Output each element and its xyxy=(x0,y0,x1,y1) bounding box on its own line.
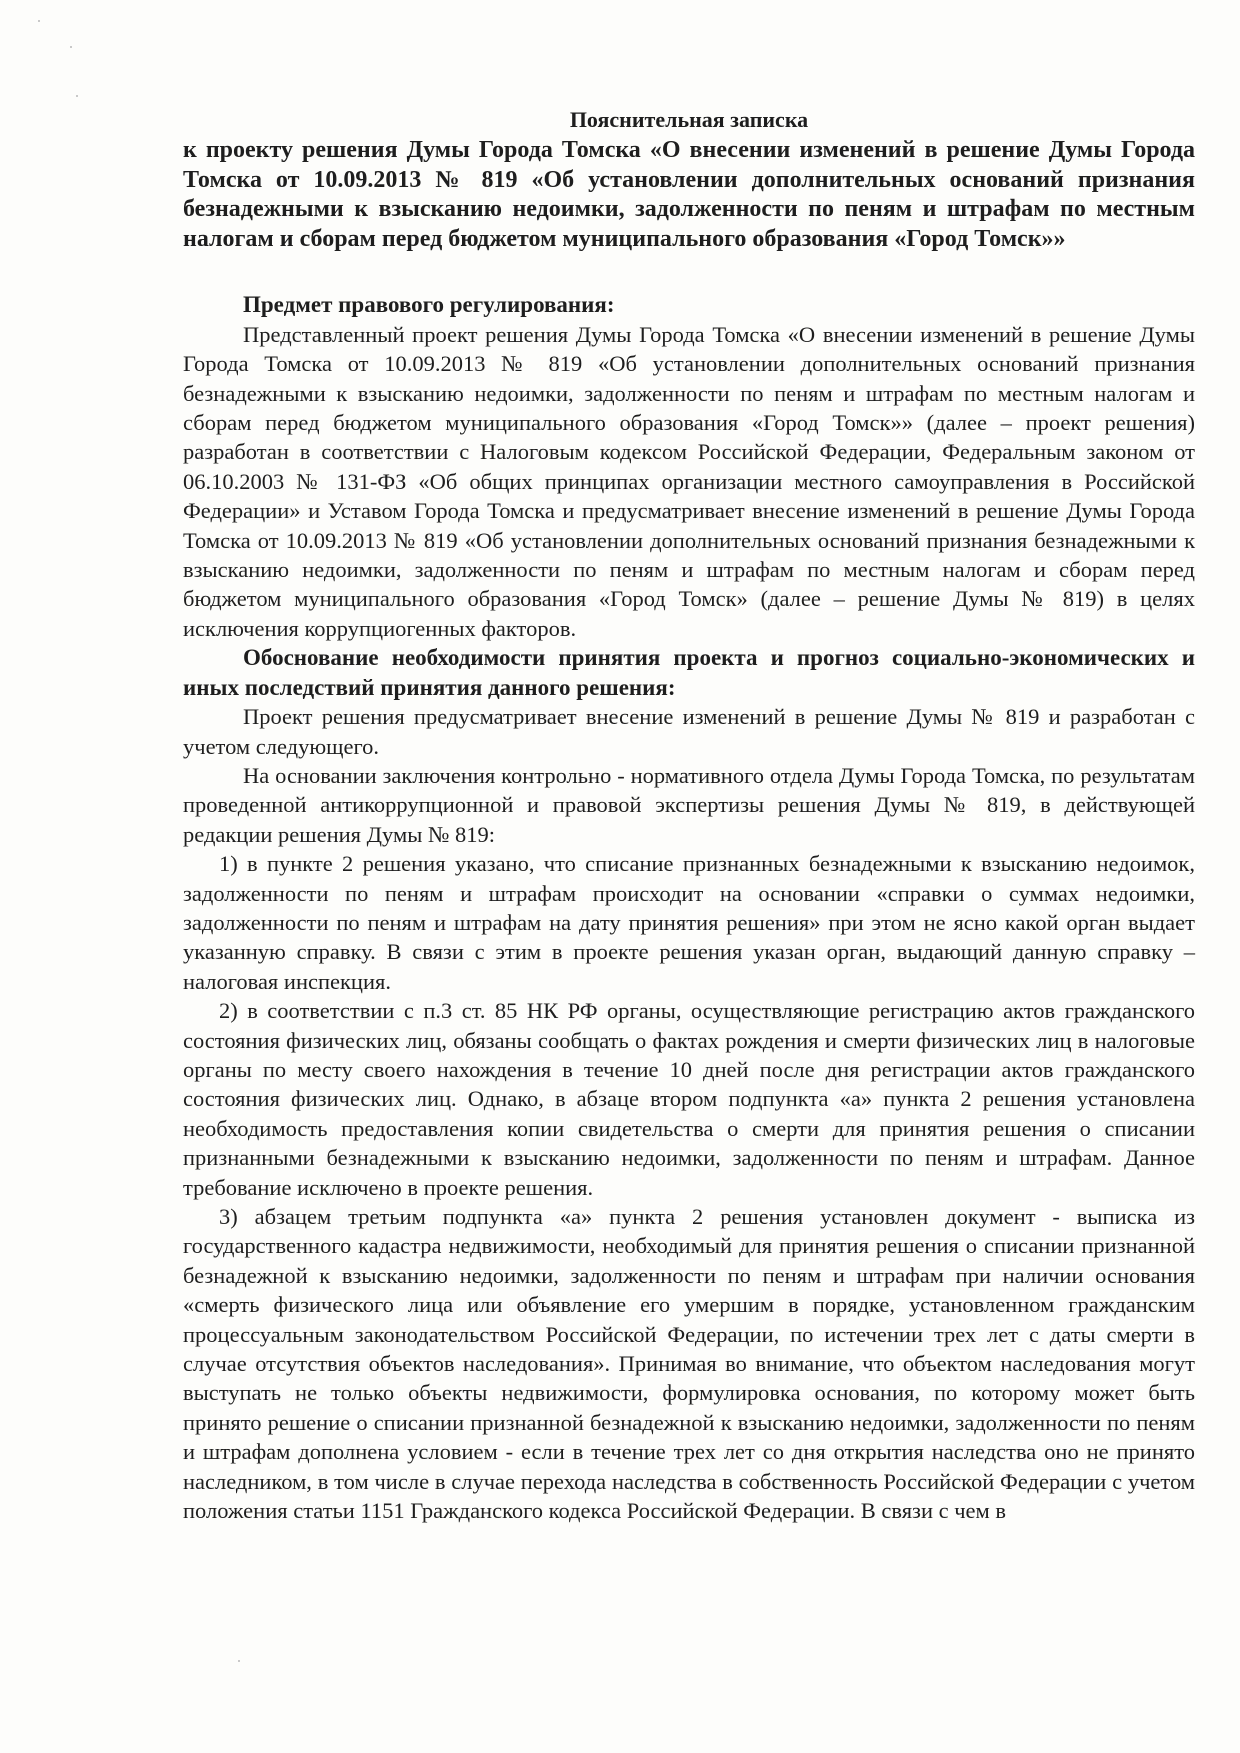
list-item-1: 1) в пункте 2 решения указано, что списание признанных безнадежными к взысканию недоимок, задолженности по пеням и штрафам происходит на основании «справки о суммах недоимки, задолженности по пеням и штрафам на дату принятия решения» при этом не ясно какой орган выдает указанную справку. В связи с этим в проекте решения указан орган, выдающий данную справку – налоговая инспекция. xyxy=(183,851,1195,994)
section-heading-rationale: Обоснование необходимости принятия проекта и прогноз социально-экономических и иных последствий принятия данного решения: xyxy=(183,645,1195,700)
section-paragraph-subject: Представленный проект решения Думы Города Томска «О внесении изменений в решение Думы Города Томска от 10.09.2013 № 819 «Об установлении дополнительных оснований признания безнадежными к взысканию недоимки, задолженности по пеням и штрафам по местным налогам и сборам перед бюджетом муниципального образования «Город Томск»» (далее – проект решения) разработан в соответствии с Налоговым кодексом Российской Федерации, Федеральным законом от 06.10.2003 № 131-ФЗ «Об общих принципах организации местного самоуправления в Российской Федерации» и Уставом Города Томска и предусматривает внесение изменений в решение Думы Города Томска от 10.09.2013 № 819 «Об установлении дополнительных оснований признания безнадежными к взысканию недоимки, задолженности по пеням и штрафам по местным налогам и сборам перед бюджетом муниципального образования «Город Томск» (далее – решение Думы № 819) в целях исключения коррупциогенных факторов. xyxy=(183,321,1195,641)
section-heading-subject: Предмет правового регулирования: xyxy=(243,292,615,318)
document-body xyxy=(183,105,1195,1525)
scan-speck xyxy=(238,1660,240,1662)
document-subtitle: к проекту решения Думы Города Томска «О внесении изменений в решение Думы Города Томска от 10.09.2013 № 819 «Об установлении дополнительных оснований признания безнадежными к взысканию недоимки, задолженности по пеням и штрафам по местным налогам и сборам перед бюджетом муниципального образования «Город Томск»» xyxy=(183,137,1195,252)
paragraph-draft-provides: Проект решения предусматривает внесение изменений в решение Думы № 819 и разработан с учетом следующего. xyxy=(183,704,1195,759)
list-item-3: 3) абзацем третьим подпункта «а» пункта 2 решения установлен документ - выписка из государственного кадастра недвижимости, необходимый для принятия решения о списании признанной безнадежной к взысканию недоимки, задолженности по пеням и штрафам при наличии основания «смерть физического лица или объявление его умершим в порядке, установленном гражданским процессуальным законодательством Российской Федерации, по истечении трех лет с даты смерти в случае отсутствия объектов наследования». Принимая во внимание, что объектом наследования могут выступать не только объекты недвижимости, формулировка основания, по которому может быть принято решение о списании признанной безнадежной к взысканию недоимки, задолженности по пеням и штрафам дополнена условием - если в течение трех лет со дня открытия наследства оно не принято наследником, в том числе в случае перехода наследства в собственность Российской Федерации с учетом положения статьи 1151 Гражданского кодекса Российской Федерации. В связи с чем в xyxy=(183,1204,1195,1524)
spacer xyxy=(183,254,1195,290)
paragraph-expertise-basis: На основании заключения контрольно - нормативного отдела Думы Города Томска, по результатам проведенной антикоррупционной и правовой экспертизы решения Думы № 819, в действующей редакции решения Думы № 819: xyxy=(183,762,1195,847)
scan-speck xyxy=(70,46,72,48)
document-title: Пояснительная записка xyxy=(569,107,809,132)
list-item-2: 2) в соответствии с п.3 ст. 85 НК РФ органы, осуществляющие регистрацию актов гражданского состояния физических лиц, обязаны сообщать о фактах рождения и смерти физических лиц в налоговые органы по месту своего нахождения в течение 10 дней после дня регистрации актов гражданского состояния физических лиц. Однако, в абзаце втором подпункта «а» пункта 2 решения установлена необходимость предоставления копии свидетельства о смерти для принятия решения о списании признанными безнадежными к взысканию недоимки, задолженности по пеням и штрафам. Данное требование исключено в проекте решения. xyxy=(183,998,1195,1200)
scan-speck xyxy=(38,20,40,22)
scan-speck xyxy=(76,95,78,97)
